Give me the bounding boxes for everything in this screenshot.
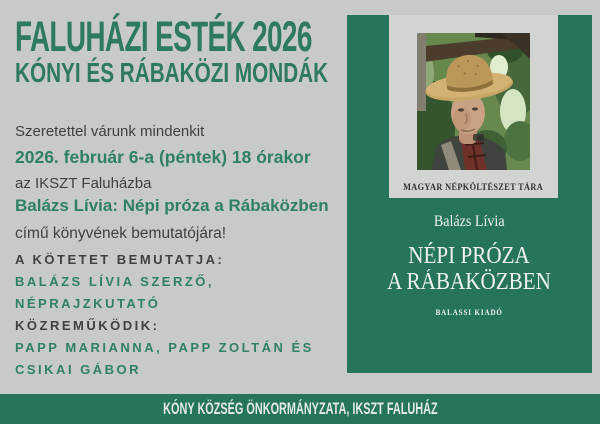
presenter-label: A KÖTETET BEMUTATJA: [15, 252, 225, 267]
contributors-label: KÖZREMŰKÖDIK: [15, 318, 160, 333]
book-title-line1-text: NÉPI PRÓZA [408, 243, 531, 269]
event-datetime: 2026. február 6-a (péntek) 18 órakor [15, 147, 311, 167]
book-publisher-text: BALASSI KIADÓ [435, 308, 504, 317]
author-photo [417, 33, 530, 170]
presenter-role: NÉPRAJZKUTATÓ [15, 296, 161, 311]
book-cover-photo-panel [389, 15, 558, 198]
book-series-title-text: MAGYAR NÉPKÖLTÉSZET TÁRA [403, 182, 544, 192]
event-venue: az IKSZT Faluházba [15, 175, 152, 192]
book-series-title [389, 182, 558, 192]
poster-subtitle-text: KÓNYI ÉS RÁBAKÖZI MONDÁK [15, 57, 329, 88]
book-author [347, 212, 592, 232]
book-title-line2 [347, 269, 592, 295]
book-title-line2-text: A RÁBAKÖZBEN [387, 269, 552, 295]
book-title-line1 [347, 243, 592, 269]
contributors-names-1: PAPP MARIANNA, PAPP ZOLTÁN ÉS [15, 340, 314, 355]
footer-text: KÓNY KÖZSÉG ÖNKORMÁNYZATA, IKSZT FALUHÁZ [162, 399, 438, 418]
contributors-names-2: CSIKAI GÁBOR [15, 362, 142, 377]
book-publisher [347, 308, 592, 318]
poster-title-text: FALUHÁZI ESTÉK 2026 [15, 13, 312, 61]
author-photo-illustration [417, 33, 530, 170]
book-announcement: Balázs Lívia: Népi próza a Rábaközben [15, 196, 329, 215]
footer-bar [0, 394, 600, 424]
presenter-name: BALÁZS LÍVIA SZERZŐ, [15, 274, 215, 289]
book-announcement-suffix: című könyvének bemutatójára! [15, 225, 227, 242]
book-cover [347, 15, 592, 373]
book-author-text: Balázs Lívia [434, 213, 505, 230]
intro-text: Szeretettel várunk mindenkit [15, 123, 205, 140]
